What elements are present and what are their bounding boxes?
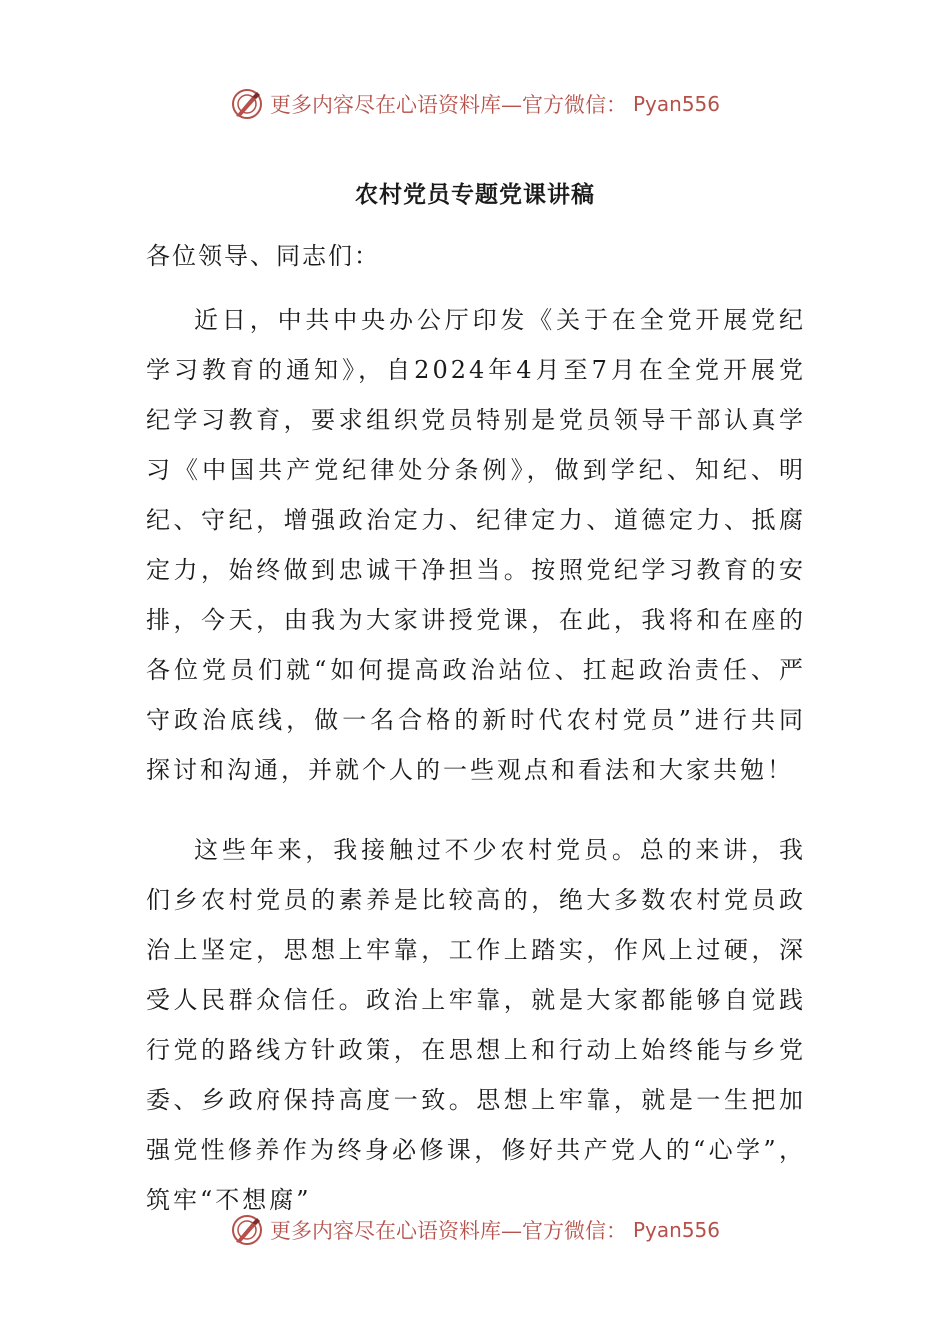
footer-watermark [0, 1210, 950, 1250]
body-paragraph: 这些年来，我接触过不少农村党员。总的来讲，我们乡农村党员的素养是比较高的，绝大多数农村党员政治上坚定，思想上牢靠，工作上踏实，作风上过硬，深受人民群众信任。政治上牢靠，就是大家都能够自觉践行党的路线方针政策，在思想上和行动上始终能与乡党委、乡政府保持高度一致。思想上牢靠，就是一生把加强党性修养作为终身必修课，修好共产党人的“心学”，筑牢“不想腐” [146, 836, 806, 1214]
body-paragraph: 近日，中共中央办公厅印发《关于在全党开展党纪学习教育的通知》，自2024年4月至7月在全党开展党纪学习教育，要求组织党员特别是党员领导干部认真学习《中国共产党纪律处分条例》，做到学纪、知纪、明纪、守纪，增强政治定力、纪律定力、道德定力、抵腐定力，始终做到忠诚干净担当。按照党纪学习教育的安排，今天，由我为大家讲授党课，在此，我将和在座的各位党员们就“如何提高政治站位、扛起政治责任、严守政治底线，做一名合格的新时代农村党员”进行共同探讨和沟通，并就个人的一些观点和看法和大家共勉！ [146, 306, 806, 784]
pen-nib-circle-icon [230, 1213, 264, 1247]
salutation: 各位领导、同志们： [146, 242, 380, 270]
watermark-wechat-id: Pyan556 [632, 92, 720, 116]
header-watermark [0, 84, 950, 124]
pen-nib-circle-icon [230, 87, 264, 121]
document-body [146, 295, 806, 1255]
watermark-wechat-id: Pyan556 [632, 1218, 720, 1242]
watermark-text: 更多内容尽在心语资料库—官方微信： [269, 1219, 627, 1243]
watermark-text: 更多内容尽在心语资料库—官方微信： [269, 93, 627, 117]
document-title: 农村党员专题党课讲稿 [355, 181, 595, 208]
